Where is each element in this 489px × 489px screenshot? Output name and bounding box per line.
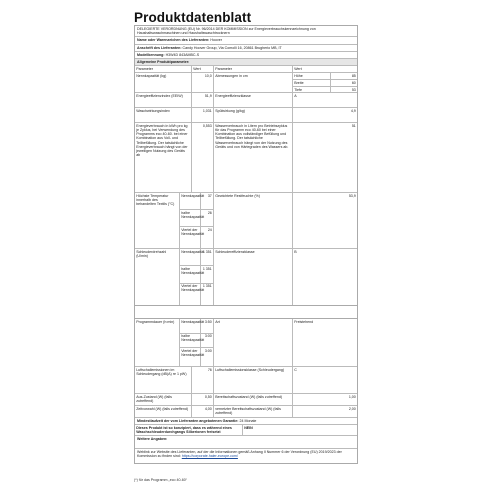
silver-ions-label: Dieses Produkt ist so konzipiert, dass es während eines Waschschleuderdurchgangs Silberionen freisetzt [135, 425, 243, 435]
energy-value: 0,553 [192, 123, 214, 192]
temp-sub-row [180, 193, 213, 210]
eei-class-value: A [294, 93, 297, 98]
duration-sub-row [180, 319, 213, 334]
duration-label: Programmdauer (h:min) [135, 319, 180, 366]
datasheet-table-top [134, 25, 358, 306]
eei-value: 51,9 [192, 93, 214, 107]
header-parameter: Parameter [135, 66, 192, 72]
table-row [135, 367, 357, 394]
capacity-label: Nennkapazität (kg) [135, 73, 192, 92]
table-header-row [135, 66, 357, 73]
capacity-value: 10,0 [192, 73, 214, 92]
networked-standby-value: 2,00 [348, 406, 356, 411]
address-label: Anschrift des Lieferanten: [137, 45, 182, 50]
dimension-row [293, 73, 357, 80]
spin-sub-value: 1 351 [202, 249, 212, 254]
dimension-key: Höhe [293, 73, 331, 79]
temp-sub-value: 37 [207, 193, 212, 198]
address-value: Candy Hoover Group, Via Comolli 16, 20861 Brugherio MB, IT [182, 45, 282, 50]
temp-sub-key: halbe Nennkapazität [180, 210, 201, 226]
table-row [135, 425, 357, 436]
residual-moisture-value: 53,9 [348, 193, 356, 198]
duration-sub-cell [180, 319, 214, 366]
spin-sub-cell [180, 249, 214, 305]
rinse-label: Spülwirkung (g/kg) [214, 108, 293, 122]
model-value: H3W4D 843AMBC-S [165, 52, 200, 57]
dimensions-cell [293, 73, 357, 92]
dimension-key: Breite [293, 80, 331, 86]
spin-sub-row [180, 266, 213, 283]
temp-sub-cell [180, 193, 214, 248]
noise-value: 76 [192, 367, 214, 393]
eei-class-label: Energieeffizienzklasse [214, 93, 293, 107]
table-row [135, 123, 357, 193]
duration-sub-key: Nennkapazität [180, 319, 201, 333]
spin-label: Schleuderdrehzahl (U/min) [135, 249, 180, 305]
dimension-value: 53 [351, 87, 356, 92]
duration-sub-key: Viertel der Nennkapazität [180, 348, 201, 366]
networked-standby-label: vernetzter Bereitschaftszustand (W) (falls zutreffend) [214, 406, 293, 417]
off-mode-value: 0,50 [192, 394, 214, 405]
supplier-label: Name oder Warenzeichen des Lieferanten: [137, 38, 210, 43]
temp-sub-value: 24 [207, 227, 212, 232]
warranty-label: Mindestlaufzeit der vom Lieferanten angebotenen Garantie: [137, 419, 239, 423]
warranty-value: 24 Monate [239, 419, 257, 423]
temp-sub-row [180, 210, 213, 227]
spin-sub-value: 1 351 [202, 284, 212, 289]
duration-sub-value: 3:50 [204, 319, 212, 324]
table-row [135, 193, 357, 249]
temp-sub-row [180, 227, 213, 248]
dimension-value: 60 [351, 80, 356, 85]
spin-sub-row [180, 249, 213, 266]
duration-sub-row [180, 334, 213, 349]
warranty-row [135, 418, 357, 425]
delay-start-label: Zeitvorwahl (W) (falls zutreffend) [135, 406, 192, 417]
header-value: Wert [192, 66, 214, 72]
temp-sub-key: Nennkapazität [180, 193, 201, 209]
temp-label: Höchste Temperatur innerhalb des behandelten Textils (°C) [135, 193, 180, 248]
eei-label: Energieeffizienzindex (EEIW) [135, 93, 192, 107]
footnote: (*) für das Programm „eco 40-60“ [134, 478, 187, 482]
spin-class-label: Schleudereffizienzklasse [214, 249, 293, 305]
type-value: Freistehend [294, 319, 314, 324]
spin-sub-value: 1 351 [202, 267, 212, 272]
silver-ions-value: NEIN [244, 425, 253, 430]
duration-sub-value: 3:00 [204, 334, 212, 339]
dimensions-label: Abmessungen in cm [214, 73, 293, 92]
spin-class-value: B [294, 249, 297, 254]
standby-value: 1,00 [348, 394, 356, 399]
table-row [135, 108, 357, 123]
wash-index-label: Waschwirkungsindex [135, 108, 192, 122]
residual-moisture-label: Gewichtete Restfeuchte (%) [214, 193, 293, 248]
duration-sub-key: halbe Nennkapazität [180, 334, 201, 348]
table-row [135, 394, 357, 406]
weblink-row [135, 449, 357, 463]
rinse-value: 4,9 [350, 108, 356, 113]
temp-sub-value: 26 [207, 210, 212, 215]
temp-sub-key: Viertel der Nennkapazität [180, 227, 201, 248]
spin-sub-row [180, 284, 213, 306]
energy-label: Energieverbrauch in kWh pro kg je Zyklus, bei Verwendung des Programms eco 40-60. bei einer Kombination aus Voll- und Teilbefüllung. Der tatsächliche Energieverbrauch hängt von der jeweiligen Nutzung des Geräts ab [135, 123, 192, 192]
off-mode-label: Aus-Zustand (W) (falls zutreffend) [135, 394, 192, 405]
extra-info-label: Weitere Angaben: [135, 436, 357, 449]
regulation-intro: DELEGIERTE VERORDNUNG (EU) Nr. 96/2014 DER KOMMISSION zur Energieverbrauchskennzeichnung von Haushaltswaschmaschinen und Haushaltswaschtrocknern [135, 26, 357, 37]
spin-sub-key: halbe Nennkapazität [180, 266, 201, 282]
water-label: Wasserverbrauch in Litern pro Betriebszyklus für das Programm eco 40-60 bei einer Kombination aus vollständiger Befüllung und Teilbefüllung. Der tatsächliche Wasserverbrauch hängt von der Nutzung des Geräts und von Härtegraden des Wassers ab. [214, 123, 293, 192]
noise-label: Luftschallemissionen im Schleudergang (dB(A) re 1 pW) [135, 367, 192, 393]
type-label: Art [214, 319, 293, 366]
duration-sub-value: 3:00 [204, 348, 212, 353]
table-row [135, 249, 357, 305]
wash-index-value: 1,031 [192, 108, 214, 122]
weblink-label: Weblink zur Website des Lieferanten, auf der die Informationen gemäß Anhang II Nummer 6 der Verordnung (EU) 2019/2023 der Kommission zu finden sind: [137, 450, 342, 459]
header-parameter-2: Parameter [214, 66, 293, 72]
table-row [135, 93, 357, 108]
supplier-value: Hoover [210, 38, 222, 43]
supplier-row [135, 37, 357, 44]
noise-class-value: C [294, 367, 297, 372]
model-row [135, 52, 357, 59]
table-row [135, 406, 357, 418]
dimension-value: 85 [351, 73, 356, 78]
duration-sub-row [180, 348, 213, 366]
dimension-key: Tiefe [293, 87, 331, 93]
delay-start-value: 4,00 [192, 406, 214, 417]
general-params-heading: Allgemeine Produktparameter: [135, 59, 357, 66]
table-row [135, 73, 357, 93]
noise-class-label: Luftschallemissionsklasse (Schleudergang) [214, 367, 293, 393]
page-title: Produktdatenblatt [134, 10, 252, 25]
table-row [135, 319, 357, 367]
header-value-2: Wert [294, 66, 302, 71]
standby-label: Bereitschaftszustand (W) (falls zutreffend) [214, 394, 293, 405]
model-label: Modellkennung: [137, 52, 165, 57]
spin-sub-key: Nennkapazität [180, 249, 201, 265]
address-row [135, 45, 357, 52]
water-value: 51 [351, 123, 356, 128]
dimension-row [293, 80, 357, 87]
weblink-url[interactable]: https://corporate.haier-europe.com/ [181, 454, 238, 459]
spin-sub-key: Viertel der Nennkapazität [180, 284, 201, 306]
datasheet-table-bottom [134, 318, 358, 464]
